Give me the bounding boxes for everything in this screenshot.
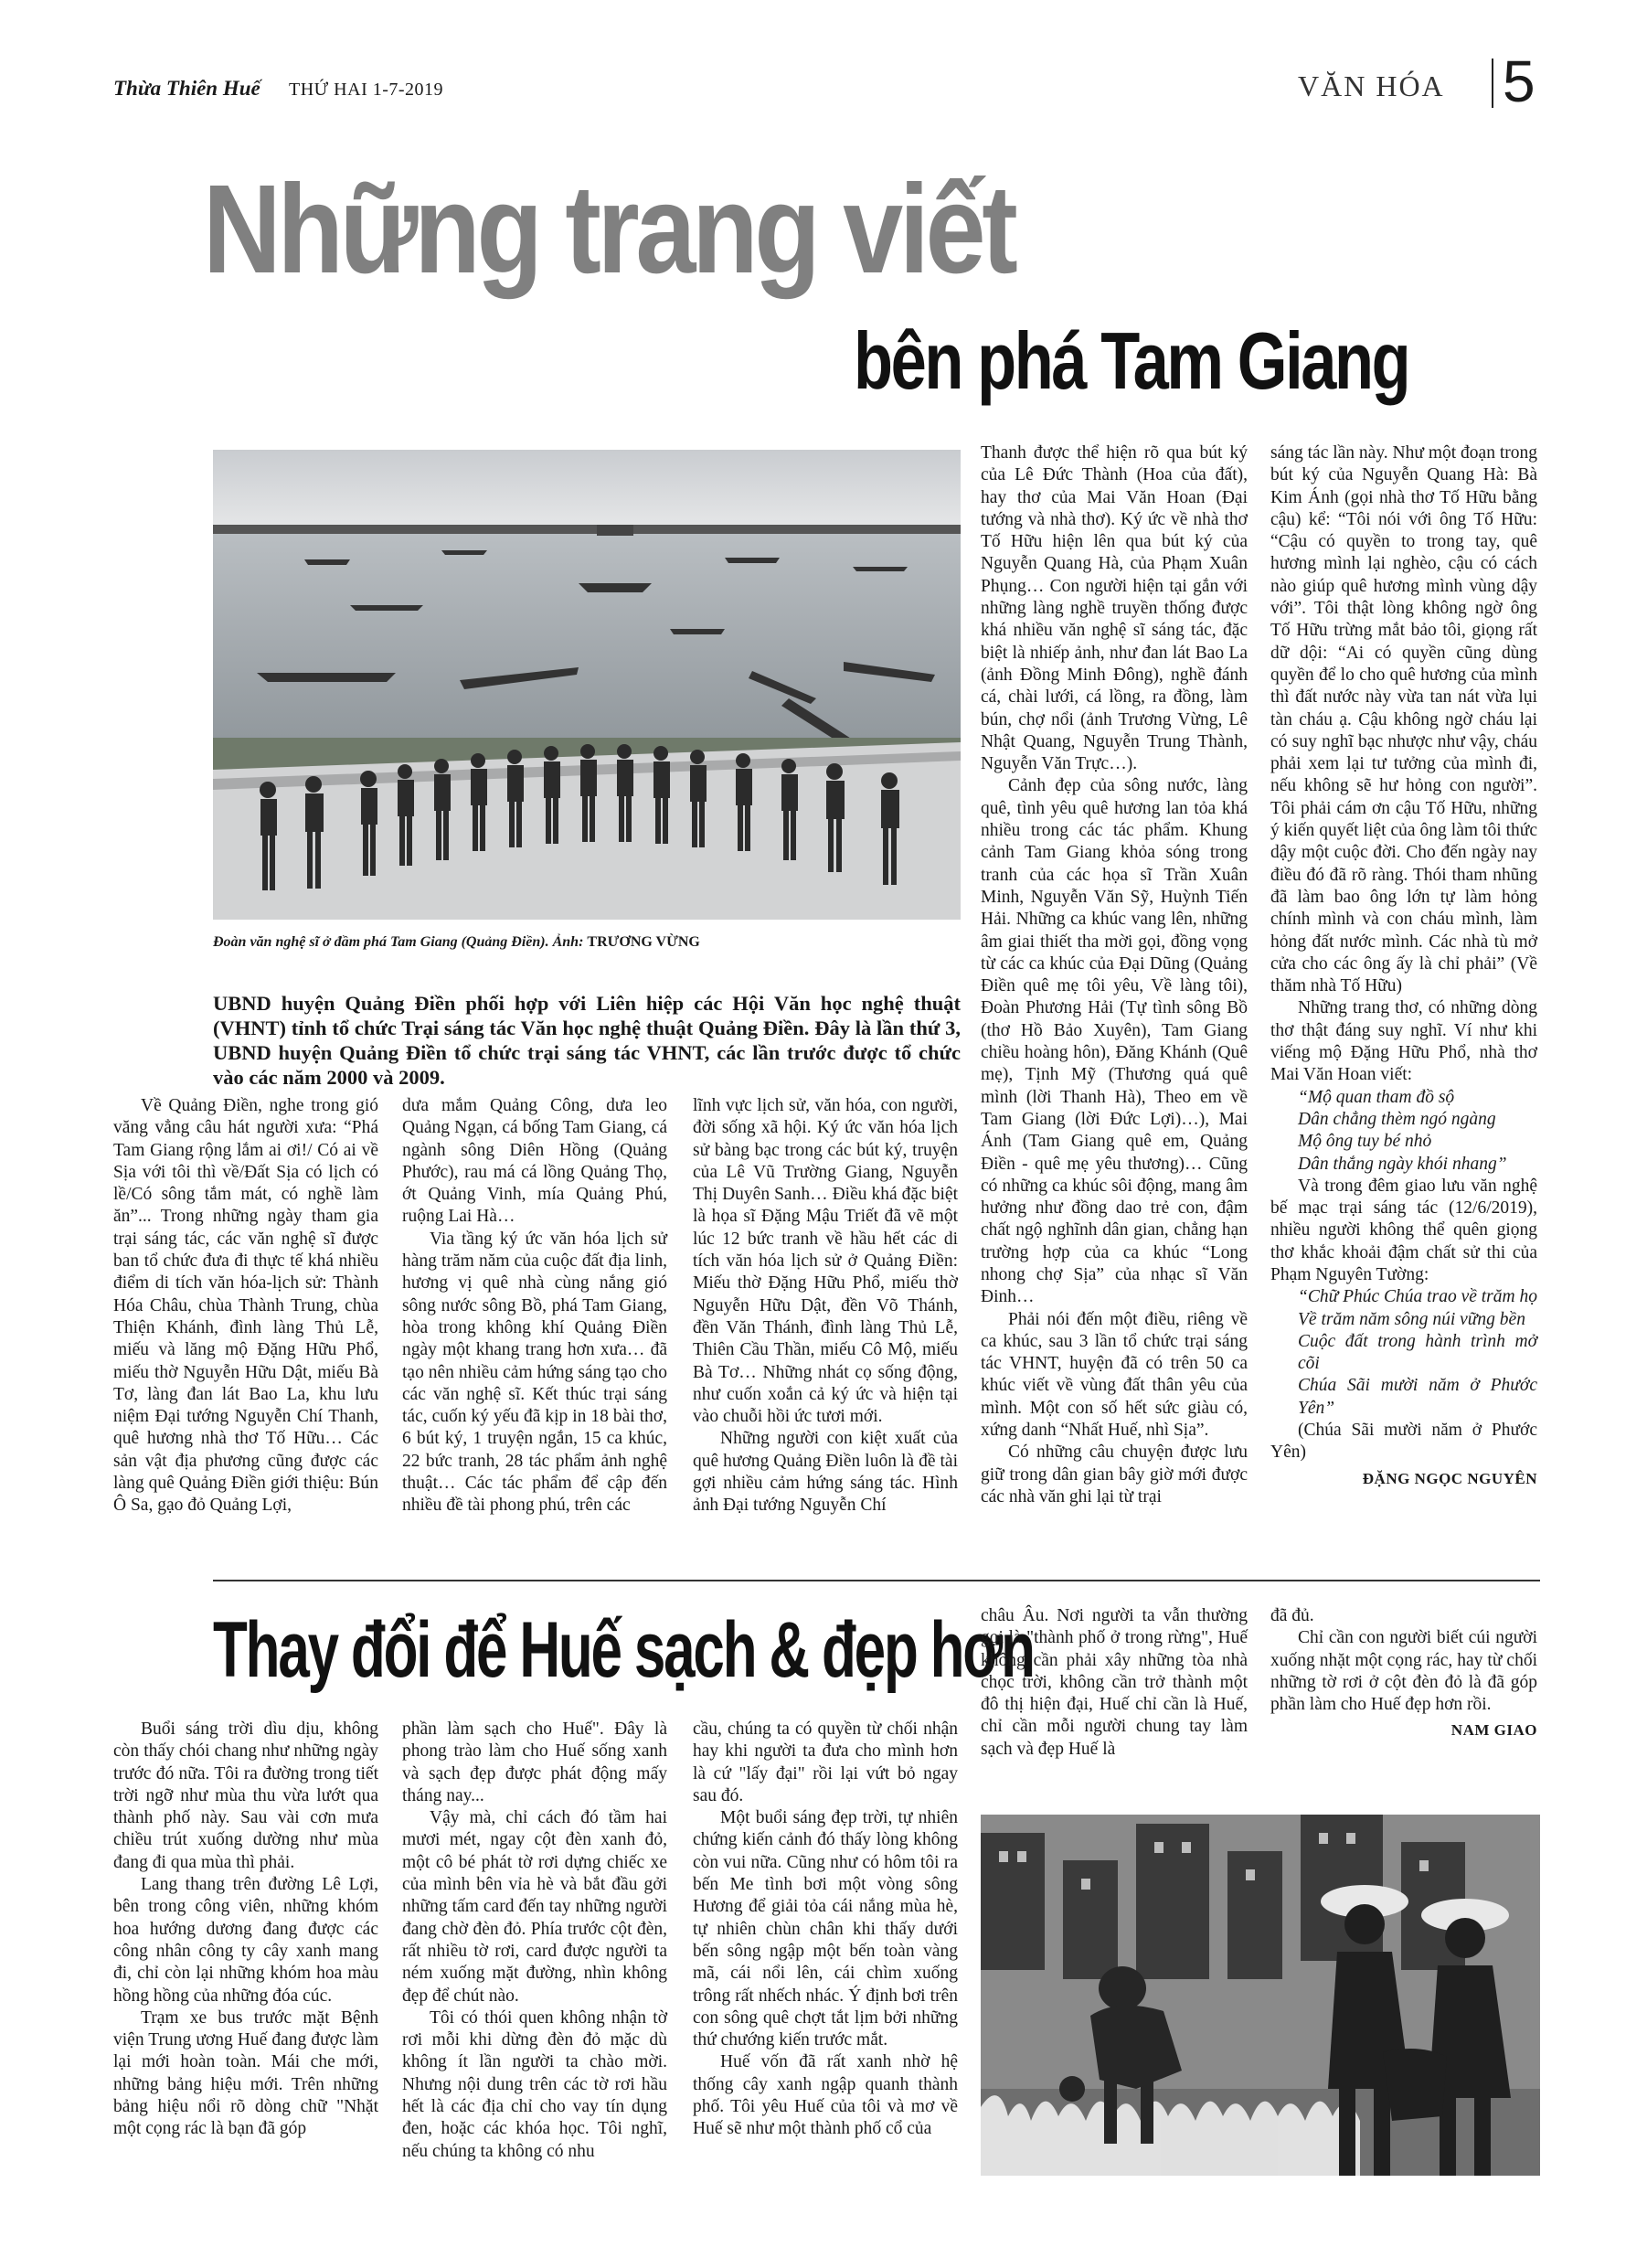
photo-caption-text: Đoàn văn nghệ sĩ ở đầm phá Tam Giang (Quảng Điền). Ảnh: (213, 934, 588, 950)
paragraph: lĩnh vực lịch sử, văn hóa, con người, đời sống xã hội. Ký ức văn hóa lịch sử bàng bạc trong các bút ký, truyện của Lê Vũ Trường Giang, Nguyễn Thị Duyên Sanh… Điều khá đặc biệt là họa sĩ Đặng Mậu Triết đã vẽ một lúc 12 bức tranh về hầu hết các di tích văn hóa lịch sử ở Quảng Điền: Miếu thờ Đặng Hữu Phổ, miếu thờ Nguyễn Hữu Dật, đền Võ Thánh, đền Văn Thánh, đình làng Thủ Lễ, Thiên Cầu Thần, miếu Cô Mộ, miếu Bà Tơ… Những nhát cọ sống động, như cuốn xoắn cả ký ức và hiện tại vào chuỗi hồi ức tươi mới. (693, 1096, 958, 1427)
article2-title: Thay đổi để Huế sạch & đẹp hơn (213, 1606, 1034, 1694)
verse-line: Dân chẳng thèm ngó ngàng (1298, 1109, 1496, 1129)
verse-line: Về trăm năm sông núi vững bền (1298, 1309, 1525, 1329)
paragraph: Phải nói đến một điều, riêng về ca khúc, sau 3 lần tổ chức trại sáng tác VHNT, huyện đã có trên 50 ca khúc viết về vùng đất thân yêu của mình. Một con số hết sức giàu có, xứng danh “Nhất Huế, nhì Sịa”. (981, 1309, 1248, 1441)
paragraph: Những trang thơ, có những dòng thơ thật đáng suy nghĩ. Ví như khi viếng mộ Đặng Hữu Phổ, nhà thơ Mai Văn Hoan viết: (1270, 998, 1537, 1085)
paragraph: cầu, chúng ta có quyền từ chối nhận hay khi người ta đưa cho mình hơn là cứ "lấy đại" rồi lại vứt bỏ ngay sau đó. (693, 1720, 958, 1805)
article1-lead: UBND huyện Quảng Điền phối hợp với Liên hiệp các Hội Văn học nghệ thuật (VHNT) tỉnh tổ chức Trại sáng tác Văn học nghệ thuật Quảng Điền. Đây là lần thứ 3, UBND huyện Quảng Điền tổ chức trại sáng tác VHNT, các lần trước được tổ chức vào các năm 2000 và 2009. (213, 992, 961, 1089)
article1-author: ĐẶNG NGỌC NGUYÊN (1362, 1469, 1537, 1487)
page-number: 5 (1503, 48, 1535, 114)
article1-column-2 (402, 1095, 667, 1517)
article2-column-2 (402, 1719, 667, 2163)
paragraph: sáng tác lần này. Như một đoạn trong bút ký của Nguyễn Quang Hà: Bà Kim Ánh (gọi nhà thơ Tố Hữu bằng cậu) kể: “Tôi nói với ông Tố Hữu: “Cậu có quyền to trong tay, quê hương mình lại nghèo, cậu có cách nào giúp quê hương mình vùng dậy với”. Tôi thật lòng không ngờ ông Tố Hữu trừng mắt bảo tôi, giọng rất dữ dội: “Ai có quyền cũng dùng quyền để lo cho quê hương của mình thì đất nước này vừa tan nát vừa lụi tàn cháu ạ. Cậu không ngờ cháu lại có suy nghĩ bạc nhược như vậy, cháu phải xem lại tư tưởng của mình đi, nếu không sẽ hư hỏng con người”. Tôi phải cám ơn cậu Tố Hữu, những ý kiến quyết liệt của ông làm tôi thức dậy một cuộc đời. Cho đến ngày nay điều đó đã rõ ràng. Thói tham nhũng đã làm bao ông lớn tự làm hỏng chính mình và con cháu mình, làm hỏng đất nước mình. Các nhà tù mở cửa cho các ông ấy là chỉ phải” (Về thăm nhà Tố Hữu) (1270, 443, 1537, 996)
paragraph: Cảnh đẹp của sông nước, làng quê, tình yêu quê hương lan tỏa khá nhiều trong các tác phẩm. Khung cảnh Tam Giang khỏa sóng trong tranh của các họa sĩ Trần Xuân Minh, Nguyễn Văn Sỹ, Huỳnh Tiến Hải. Những ca khúc vang lên, những âm giai thiết tha mời gọi, đồng vọng từ các ca khúc của Đại Dũng (Quảng Điền quê mẹ tôi yêu, Về làng tôi), Đoàn Phương Hải (Tự tình sông Bồ (thơ Hồ Bảo Xuyên), Tam Giang chiều hoàng hôn), Đăng Khánh (Quê mẹ), Tịnh Mỹ (Thương quá quê mình (lời Thanh Hà), Theo em về Tam Giang (lời Đức Lợi)…), Mai Ánh (Tam Giang quê em, Quảng Điền - quê mẹ yêu thương)… Cũng có những ca khúc sôi động, mang âm hưởng như đồng dao trẻ con, đậm chất ngộ nghĩnh dân gian, chẳng hạn trường hợp của ca khúc “Long nhong chợ Sịa” của nhạc sĩ Văn Đinh… (981, 776, 1248, 1307)
paragraph: Thanh được thể hiện rõ qua bút ký của Lê Đức Thành (Hoa của đất), hay thơ của Mai Văn Hoan (Đại tướng và nhà thơ). Ký ức về nhà thơ Tố Hữu hiện lên qua bút ký của Nguyễn Quang Hà, của Phạm Xuân Phụng… Con người hiện tại gắn với những làng nghề truyền thống được khá nhiều văn nghệ sĩ sáng tác, đặc biệt là nhiếp ảnh, như đan lát Bao La (ảnh Đồng Minh Đông), nghề đánh cá, chài lưới, cá lồng, ra đồng, làm bún, chợ nổi (ảnh Trương Vừng, Lê Nhật Quang, Nguyễn Trung Thành, Nguyễn Văn Trực…). (981, 443, 1248, 774)
article2-author: NAM GIAO (1450, 1721, 1537, 1740)
paragraph: Những người con kiệt xuất của quê hương Quảng Điền luôn là đề tài gợi nhiều cảm hứng sáng tác. Hình ảnh Đại tướng Nguyễn Chí (693, 1429, 958, 1516)
paragraph: dưa mắm Quảng Công, dưa leo Quảng Ngạn, cá bống Tam Giang, cá ngành sông Diên Hồng (Quảng Phước), rau má cá lồng Quảng Thọ, ớt Quảng Vinh, mía Quảng Phú, ruộng Lai Hà… (402, 1096, 667, 1227)
article1-photo (213, 450, 961, 920)
article2-column-4 (981, 1605, 1248, 1761)
paragraph: đã đủ. (1270, 1606, 1314, 1625)
paragraph: Có những câu chuyện được lưu giữ trong dân gian bây giờ mới được các nhà văn ghi lại từ trại (981, 1443, 1248, 1507)
article1-column-4 (981, 442, 1248, 1508)
paragraph: Huế vốn đã rất xanh nhờ hệ thống cây xanh ngập quanh thành phố. Tôi yêu Huế của tôi và mơ về Huế sẽ như một thành phố cổ của (693, 2052, 958, 2139)
paragraph: Một buổi sáng đẹp trời, tự nhiên chứng kiến cảnh đó thấy lòng không còn vui nữa. Cũng như có hôm tôi ra bến Me tình bơi một vòng sông Hương để giải tỏa cái nắng mùa hè, tự nhiên chùn chân khi thấy dưới bến sông ngập một bến toàn vàng mã, cái nổi lên, cái chìm xuống trông rất nhếch nhác. Ý định bơi trên con sông quê chợt tắt lịm bởi những thứ chướng kiến trước mắt. (693, 1808, 958, 2050)
verse-line: “Mộ quan tham đồ sộ (1298, 1087, 1455, 1107)
paragraph: Buổi sáng trời dìu dịu, không còn thấy chói chang như những ngày trước đó nữa. Tôi ra đường trong tiết trời ngỡ như mùa thu vừa lướt qua thành phố này. Sau vài cơn mưa chiều trút xuống dường như mùa đang đi qua mùa thì phải. (113, 1720, 378, 1872)
paper-name: Thừa Thiên Huế (113, 77, 260, 100)
paragraph: Lang thang trên đường Lê Lợi, bên trong công viên, những khóm hoa hướng dương đang được các công nhân công ty cây xanh mang đi, chỉ còn lại những khóm hoa màu hồng hồng của những đóa cúc. (113, 1875, 378, 2006)
photo-credit: TRƯƠNG VỪNG (587, 934, 700, 950)
article1-column-3 (693, 1095, 958, 1517)
lagoon-photo-illustration (213, 450, 961, 920)
paragraph: Về Quảng Điền, nghe trong gió văng vẳng câu hát người xưa: “Phá Tam Giang rộng lắm ai ơi!/ Có ai về Sịa với tôi thì về/Đất Sịa có lịch có lề/Có sông tắm mát, có nghề làm ăn”... Trong những ngày tham gia trại sáng tác, các văn nghệ sĩ được ban tổ chức đưa đi thực tế khá nhiều điểm di tích văn hóa-lịch sử: Thành Hóa Châu, chùa Thành Trung, chùa Thiện Khánh, đình làng Thủ Lễ, miếu và lăng mộ Đặng Hữu Phổ, miếu thờ Nguyễn Hữu Dật, miếu Bà Tơ, làng đan lát Bao La, khu lưu niệm Đại tướng Nguyễn Chí Thanh, quê hương nhà thơ Tố Hữu… Các sản vật địa phương cũng được các làng quê Quảng Điền giới thiệu: Bún Ô Sa, gạo đỏ Quảng Lợi, (113, 1096, 378, 1516)
paragraph: Và trong đêm giao lưu văn nghệ bế mạc trại sáng tác (12/6/2019), nhiều người không thể quên giọng thơ khắc khoải đậm chất sử thi của Phạm Nguyên Tường: (1270, 1176, 1537, 1284)
header-divider (1492, 59, 1493, 108)
paragraph: phần làm sạch cho Huế". Đây là phong trào làm cho Huế sống xanh và sạch đẹp được phát động mấy tháng nay... (402, 1720, 667, 1805)
article2-column-1 (113, 1719, 378, 2141)
article2-illustration (981, 1815, 1540, 2176)
verse-line: Mộ ông tuy bé nhỏ (1298, 1132, 1432, 1152)
paragraph: Vậy mà, chỉ cách đó tầm hai mươi mét, ngay cột đèn xanh đỏ, một cô bé phát tờ rơi dựng chiếc xe của mình bên vỉa hè và bắt đầu gởi những tấm card đến tay những người đang chờ đèn đỏ. Phía trước cột đèn, rất nhiều tờ rơi, card được người ta ném xuống mặt đường, nhìn không đẹp để chút nào. (402, 1808, 667, 2006)
verse-line: “Chữ Phúc Chúa trao về trăm họ (1298, 1287, 1537, 1307)
verse-line: Chúa Sãi mười năm ở Phước Yên” (1298, 1376, 1537, 1418)
photo-caption (213, 934, 961, 951)
section-name: VĂN HÓA (1298, 69, 1445, 102)
article2-column-3 (693, 1719, 958, 2141)
article1-column-1 (113, 1095, 378, 1517)
issue-date: THỨ HAI 1-7-2019 (289, 80, 444, 100)
verse-line: Cuộc đất trong hành trình mở cõi (1298, 1331, 1537, 1374)
paragraph: Chỉ cần con người biết cúi người xuống nhặt một cọng rác, hay từ chối những tờ rơi ở cột đèn đỏ là đã góp phần làm cho Huế đẹp hơn rồi. (1270, 1628, 1537, 1715)
paragraph: Via tầng ký ức văn hóa lịch sử hàng trăm năm của cuộc đất địa linh, hương vị quê nhà cùng nắng gió sông nước sông Bồ, phá Tam Giang, hòa trong không khí Quảng Điền ngày một khang trang hơn xưa… đã tạo nên nhiều cảm hứng sáng tạo cho các văn nghệ sĩ. Kết thúc trại sáng tác, cuốn ký yếu đã kịp in 18 bài thơ, 6 bút ký, 1 truyện ngắn, 15 ca khúc, 22 bức tranh, 28 tác phẩm ảnh nghệ thuật… Các tác phẩm để cập đến nhiều đề tài phong phú, trên các (402, 1229, 667, 1516)
paragraph: Tôi có thói quen không nhận tờ rơi mỗi khi dừng đèn đỏ mặc dù không ít lần người ta chào mời. Nhưng nội dung trên các tờ rơi hầu hết là các địa chỉ cho vay tín dụng đen, hoặc các khóa học. Tôi nghĩ, nếu chúng ta không có nhu (402, 2007, 667, 2161)
article1-title-line1: Những trang viết (203, 159, 1015, 300)
article1-title-line2: bên phá Tam Giang (854, 315, 1409, 406)
paragraph: Trạm xe bus trước mặt Bệnh viện Trung ương Huế đang được làm lại mới hoàn toàn. Mái che mới, những bảng hiệu mới. Trên những bảng hiệu nổi rõ dòng chữ "Nhặt một cọng rác là bạn đã góp (113, 2007, 378, 2139)
article1-column-5 (1270, 442, 1537, 1490)
verse-line: Dân thắng ngày khói nhang” (1298, 1154, 1507, 1174)
article2-column-5 (1270, 1605, 1537, 1742)
section-divider (213, 1580, 1540, 1581)
paragraph: châu Âu. Nơi người ta vẫn thường gọi là "thành phố ở trong rừng", Huế không cần phải xây những tòa nhà chọc trời, không cần trở thành một đô thị hiện đại, Huế chỉ cần là Huế, chỉ cần mỗi người chung tay làm sạch và đẹp Huế là (981, 1606, 1248, 1759)
paragraph: (Chúa Sãi mười năm ở Phước Yên) (1270, 1421, 1537, 1463)
cleanup-illustration (981, 1815, 1540, 2176)
